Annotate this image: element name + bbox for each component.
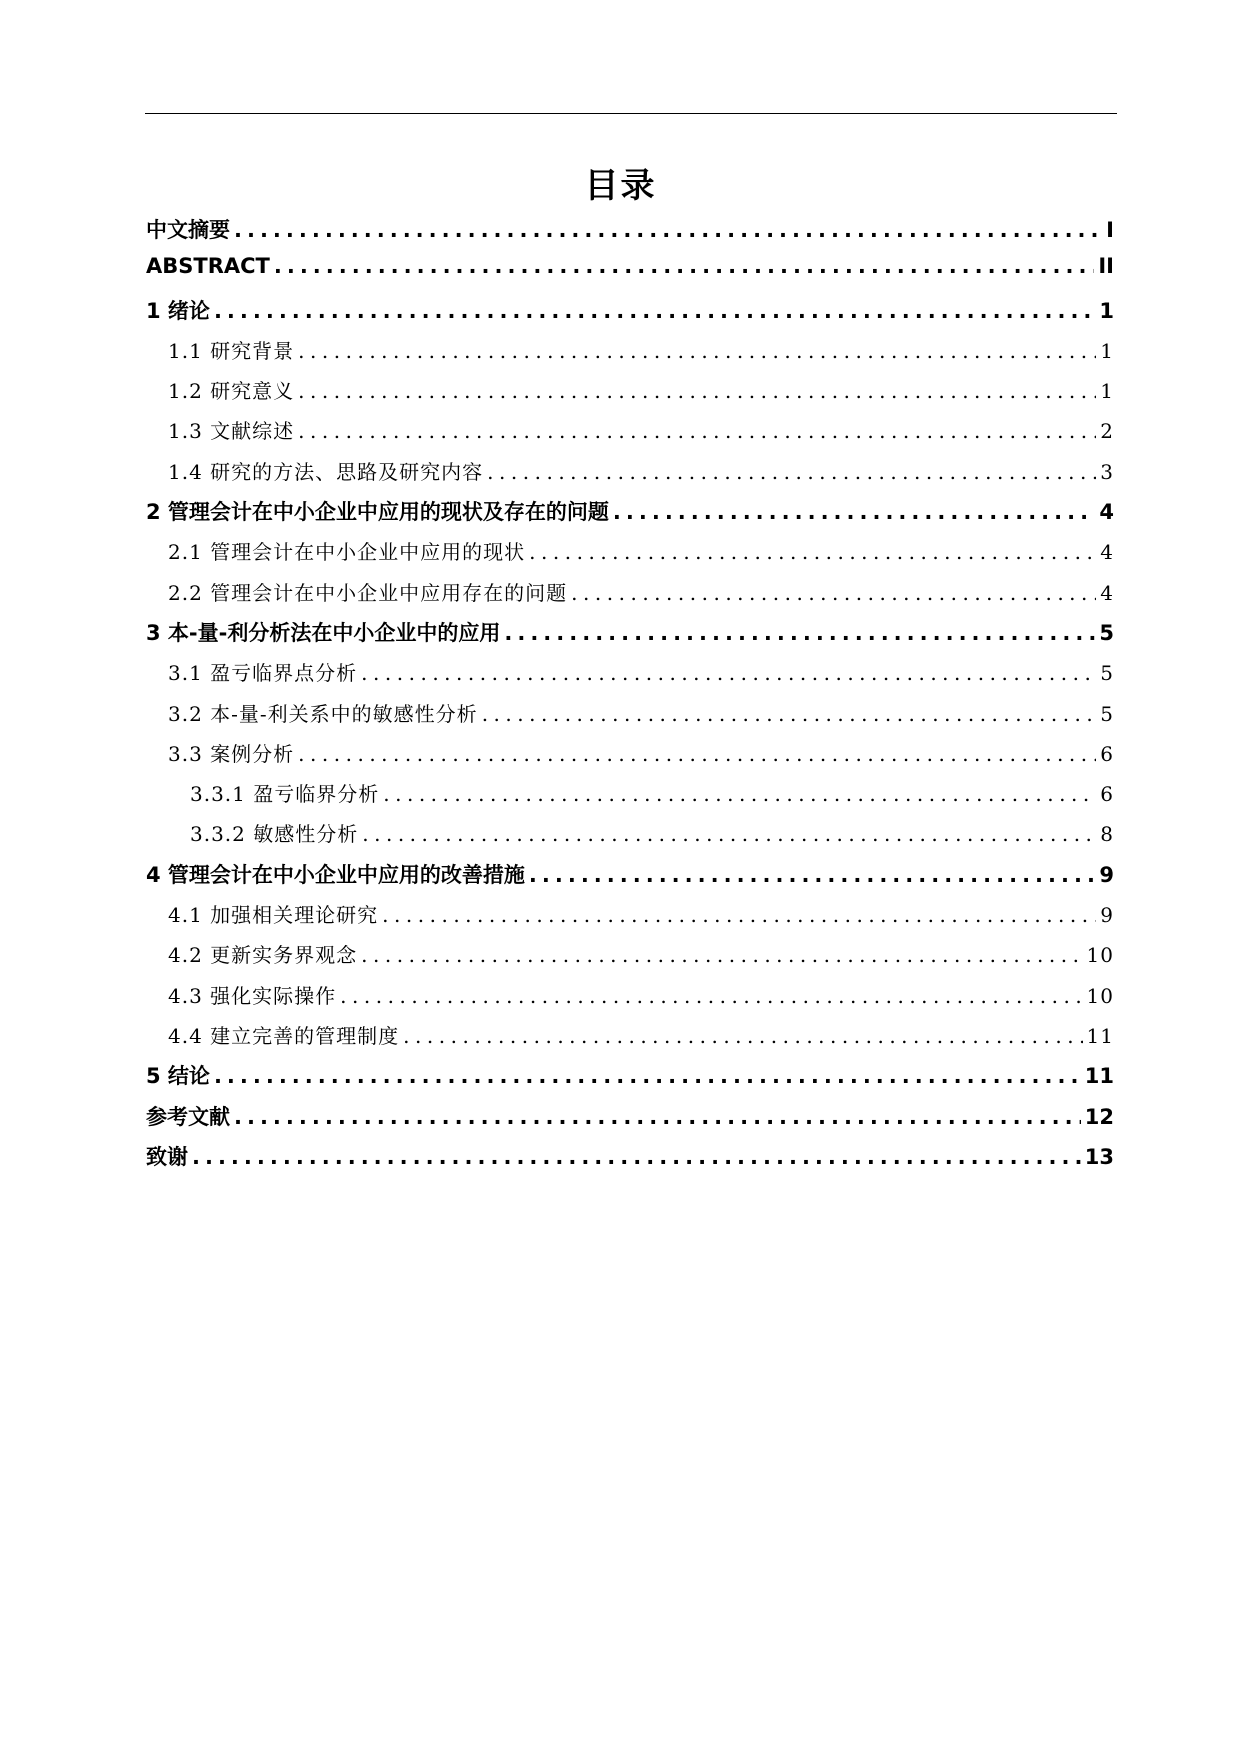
toc-dot-leader [274, 254, 1094, 278]
toc-entry[interactable] [146, 254, 1114, 294]
toc-entry[interactable] [146, 980, 1114, 1020]
toc-entry[interactable] [146, 818, 1114, 858]
toc-dot-leader [383, 782, 1096, 806]
toc-entry-label: 1 绪论 [146, 298, 210, 323]
toc-entry-label: 2.1 管理会计在中小企业中应用的现状 [168, 540, 526, 565]
toc-entry-label: 致谢 [146, 1144, 188, 1169]
toc-entry-page-number: 1 [1100, 379, 1114, 404]
toc-dot-leader [482, 702, 1097, 726]
toc-dot-leader [214, 299, 1095, 323]
toc-entry[interactable] [146, 1141, 1114, 1181]
toc-dot-leader [382, 903, 1096, 927]
toc-dot-leader [234, 1105, 1081, 1129]
toc-dot-leader [234, 218, 1102, 242]
toc-entry-label: 3.3.1 盈亏临界分析 [190, 782, 380, 807]
toc-entry[interactable] [146, 617, 1114, 657]
toc-dot-leader [529, 540, 1096, 564]
toc-entry-label: 4.4 建立完善的管理制度 [168, 1023, 400, 1048]
toc-dot-leader [214, 1064, 1081, 1088]
toc-entry[interactable] [146, 1060, 1114, 1100]
toc-entry[interactable] [146, 738, 1114, 778]
toc-entry[interactable] [146, 496, 1114, 536]
toc-entry-label: 3.1 盈亏临界点分析 [168, 661, 358, 686]
toc-entry-page-number: 5 [1100, 661, 1114, 686]
toc-entry-page-number: 1 [1099, 298, 1114, 323]
toc-dot-leader [529, 863, 1095, 887]
toc-entry[interactable] [146, 859, 1114, 899]
toc-entry-page-number: 9 [1100, 903, 1114, 928]
toc-dot-leader [362, 822, 1096, 846]
toc-entry[interactable] [146, 657, 1114, 697]
toc-entry-label: 3.3.2 敏感性分析 [190, 822, 359, 847]
toc-dot-leader [298, 742, 1096, 766]
toc-entry-label: 2.2 管理会计在中小企业中应用存在的问题 [168, 580, 568, 605]
toc-entry-label: 5 结论 [146, 1064, 210, 1089]
toc-entry-page-number: I [1106, 218, 1114, 242]
toc-dot-leader [487, 460, 1096, 484]
toc-entry-label: 1.1 研究背景 [168, 338, 295, 363]
toc-dot-leader [192, 1145, 1081, 1169]
toc-entry[interactable] [146, 536, 1114, 576]
page-title: 目录 [584, 166, 657, 206]
toc-entry-label: 4.3 强化实际操作 [168, 983, 337, 1008]
toc-entry-label: 3 本-量-利分析法在中小企业中的应用 [146, 620, 501, 645]
toc-entry-page-number: 11 [1086, 1023, 1114, 1048]
toc-entry-label: 3.2 本-量-利关系中的敏感性分析 [168, 701, 478, 726]
toc-entry[interactable] [146, 415, 1114, 455]
toc-entry[interactable] [146, 577, 1114, 617]
toc-dot-leader [340, 984, 1082, 1008]
toc-entry[interactable] [146, 295, 1114, 335]
toc-entry[interactable] [146, 335, 1114, 375]
toc-dot-leader [361, 661, 1096, 685]
toc-entry[interactable] [146, 778, 1114, 818]
toc-entry-page-number: 1 [1100, 338, 1114, 363]
toc-entry-page-number: 8 [1100, 822, 1114, 847]
toc-entry-label: 1.2 研究意义 [168, 379, 295, 404]
toc-entry[interactable] [146, 899, 1114, 939]
toc-entry-page-number: 13 [1084, 1144, 1114, 1169]
toc-entry-label: 1.4 研究的方法、思路及研究内容 [168, 459, 484, 484]
toc-dot-leader [298, 419, 1096, 443]
toc-entry-label: 中文摘要 [146, 218, 230, 242]
toc-dot-leader [403, 1024, 1082, 1048]
toc-entry-page-number: 6 [1100, 741, 1114, 766]
toc-entry-label: 参考文献 [146, 1104, 230, 1129]
toc-entry[interactable] [146, 1020, 1114, 1060]
toc-entry-page-number: 4 [1099, 500, 1114, 525]
toc-dot-leader [504, 621, 1095, 645]
toc-entry-page-number: 4 [1100, 580, 1114, 605]
toc-entry-page-number: 6 [1100, 782, 1114, 807]
toc-entry-label: 1.3 文献综述 [168, 419, 295, 444]
toc-entry[interactable] [146, 698, 1114, 738]
toc-entry[interactable] [146, 1101, 1114, 1141]
toc-entry-label: ABSTRACT [146, 254, 270, 279]
toc-entry-page-number: 12 [1084, 1104, 1114, 1129]
table-of-contents [146, 214, 1114, 1181]
toc-entry-label: 4.2 更新实务界观念 [168, 943, 358, 968]
toc-entry-page-number: II [1098, 254, 1114, 279]
toc-dot-leader [298, 379, 1096, 403]
toc-entry-page-number: 9 [1099, 862, 1114, 887]
toc-entry-page-number: 5 [1100, 701, 1114, 726]
toc-entry[interactable] [146, 456, 1114, 496]
toc-entry-page-number: 10 [1086, 943, 1114, 968]
toc-entry-label: 3.3 案例分析 [168, 741, 295, 766]
toc-dot-leader [613, 500, 1095, 524]
toc-dot-leader [361, 943, 1082, 967]
toc-entry-page-number: 11 [1084, 1064, 1114, 1089]
toc-entry-page-number: 3 [1100, 459, 1114, 484]
toc-dot-leader [571, 581, 1096, 605]
toc-entry-page-number: 5 [1099, 620, 1114, 645]
header-rule [145, 113, 1117, 114]
toc-entry[interactable] [146, 375, 1114, 415]
toc-dot-leader [298, 339, 1096, 363]
toc-entry[interactable] [146, 214, 1114, 254]
toc-entry-page-number: 4 [1100, 540, 1114, 565]
toc-entry[interactable] [146, 939, 1114, 979]
toc-entry-label: 4 管理会计在中小企业中应用的改善措施 [146, 862, 525, 887]
toc-entry-label: 4.1 加强相关理论研究 [168, 903, 379, 928]
toc-entry-page-number: 2 [1100, 419, 1114, 444]
toc-entry-page-number: 10 [1086, 983, 1114, 1008]
toc-entry-label: 2 管理会计在中小企业中应用的现状及存在的问题 [146, 500, 609, 525]
